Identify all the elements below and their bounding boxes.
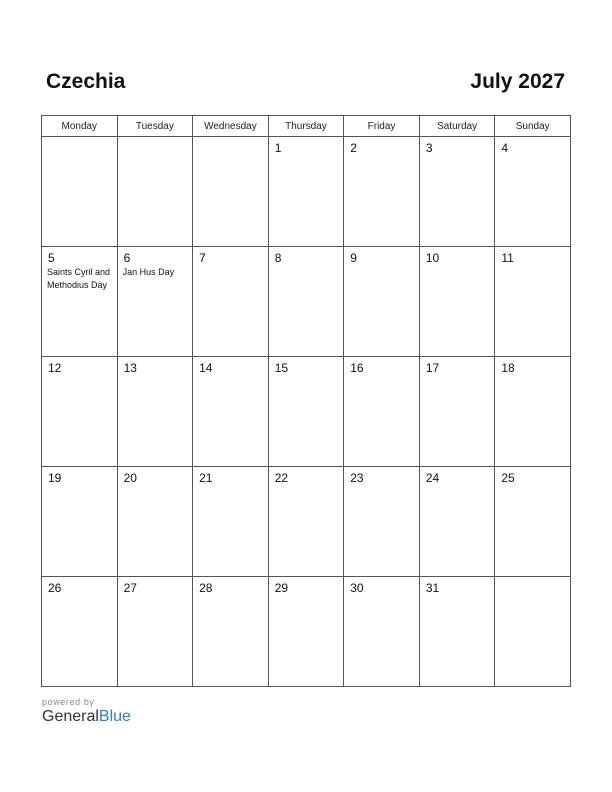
- day-cell: [344, 247, 420, 357]
- day-cell: [193, 467, 269, 577]
- week-row: [42, 247, 571, 357]
- country-title: Czechia: [46, 70, 126, 93]
- day-number: 25: [501, 471, 515, 485]
- day-cell: [42, 247, 118, 357]
- day-cell: [42, 467, 118, 577]
- day-cell: [193, 577, 269, 687]
- day-cell: [268, 357, 344, 467]
- weekday-header: Saturday: [419, 116, 495, 137]
- day-cell: [117, 577, 193, 687]
- weekday-header: Tuesday: [117, 116, 193, 137]
- day-cell: [344, 137, 420, 247]
- day-number: 3: [425, 141, 433, 155]
- weekday-header: Sunday: [495, 116, 571, 137]
- day-number: 26: [48, 581, 62, 595]
- day-cell: [419, 247, 495, 357]
- day-cell: [42, 577, 118, 687]
- day-cell: [495, 577, 571, 687]
- day-number: 23: [350, 471, 364, 485]
- day-number: 2: [350, 141, 357, 155]
- day-number: 8: [274, 251, 282, 265]
- day-number: 19: [48, 471, 62, 485]
- brand-blue-text: Blue: [98, 708, 131, 725]
- day-cell: [495, 357, 571, 467]
- day-number: 29: [274, 581, 289, 595]
- powered-by-text: powered by: [42, 697, 95, 707]
- footer-branding: [42, 697, 131, 726]
- day-number: 13: [123, 361, 137, 375]
- day-cell: [42, 357, 118, 467]
- day-cell: [344, 467, 420, 577]
- weekday-header: Friday: [344, 116, 420, 137]
- week-row: [42, 357, 571, 467]
- day-cell: [42, 137, 118, 247]
- day-cell: [419, 137, 495, 247]
- holiday-label: Jan Hus Day: [122, 267, 175, 277]
- day-cell: [344, 357, 420, 467]
- weekday-header: Wednesday: [193, 116, 269, 137]
- day-cell: [419, 357, 495, 467]
- day-number: 14: [199, 361, 213, 375]
- day-number: 18: [501, 361, 515, 375]
- day-number: 4: [501, 141, 509, 155]
- day-number: 15: [274, 361, 289, 375]
- day-number: 30: [350, 581, 364, 595]
- weekday-header: Monday: [42, 116, 118, 137]
- day-cell: [268, 137, 344, 247]
- generalblue-logo: [42, 708, 131, 726]
- week-row: [42, 467, 571, 577]
- day-cell: [117, 467, 193, 577]
- day-cell: [117, 247, 193, 357]
- day-cell: [495, 137, 571, 247]
- day-number: 1: [274, 141, 282, 155]
- calendar-grid: [41, 115, 571, 687]
- day-number: 11: [501, 251, 514, 265]
- day-cell: [495, 467, 571, 577]
- day-cell: [344, 577, 420, 687]
- day-cell: [117, 357, 193, 467]
- day-cell: [268, 577, 344, 687]
- day-number: 27: [123, 581, 137, 595]
- day-cell: [193, 137, 269, 247]
- month-year-title: July 2027: [470, 70, 565, 93]
- day-number: 28: [199, 581, 213, 595]
- day-number: 10: [425, 251, 440, 265]
- day-number: 24: [425, 471, 440, 485]
- day-cell: [419, 577, 495, 687]
- day-cell: [193, 357, 269, 467]
- day-cell: [268, 467, 344, 577]
- weekday-header-row: [42, 116, 571, 137]
- brand-general-text: General: [42, 708, 99, 725]
- day-cell: [117, 137, 193, 247]
- weekday-header: Thursday: [268, 116, 344, 137]
- week-row: [42, 137, 571, 247]
- day-number: 20: [123, 471, 137, 485]
- day-cell: [193, 247, 269, 357]
- week-row: [42, 577, 571, 687]
- day-number: 12: [48, 361, 62, 375]
- day-number: 31: [425, 581, 440, 595]
- day-number: 5: [48, 251, 55, 265]
- day-number: 17: [425, 361, 440, 375]
- day-number: 7: [199, 251, 206, 265]
- holiday-label: Saints Cyril and Methodius Day: [47, 267, 111, 290]
- day-cell: [268, 247, 344, 357]
- day-number: 9: [350, 251, 357, 265]
- day-number: 22: [274, 471, 289, 485]
- day-number: 16: [350, 361, 364, 375]
- day-cell: [495, 247, 571, 357]
- day-cell: [419, 467, 495, 577]
- day-number: 6: [123, 251, 131, 265]
- day-number: 21: [199, 471, 213, 485]
